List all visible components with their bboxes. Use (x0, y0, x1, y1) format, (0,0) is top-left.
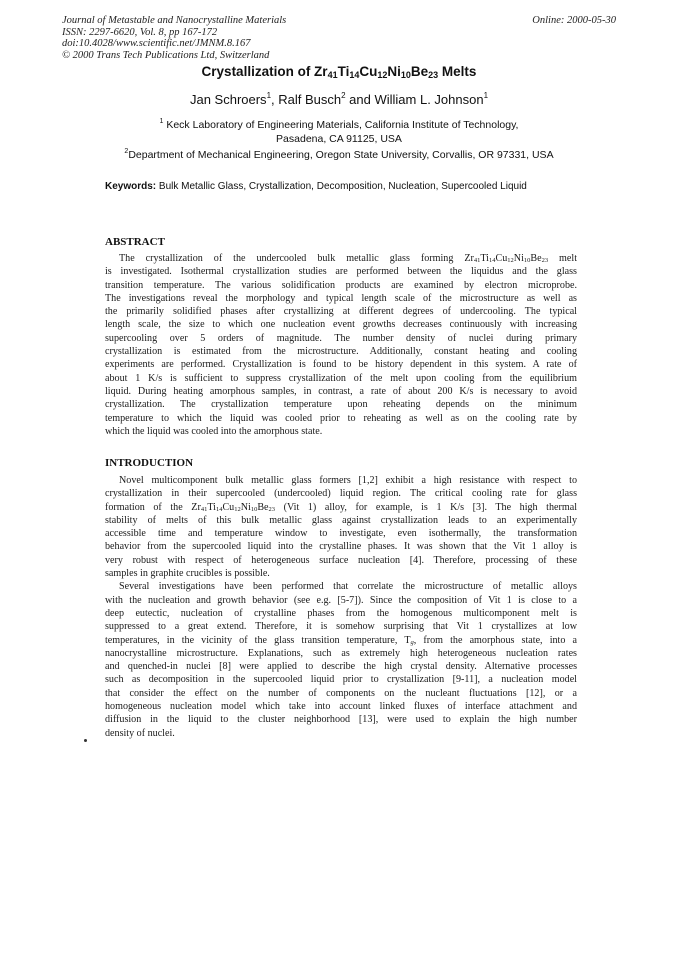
journal-copyright: © 2000 Trans Tech Publications Ltd, Switzerland (62, 49, 270, 61)
author-name: Jan Schroers (189, 92, 267, 107)
journal-doi: doi:10.4028/www.scientific.net/JMNM.8.167 (62, 38, 251, 50)
margin-dot (84, 739, 87, 742)
affiliation-2: $^2$Department of Mechanical Engineering, Oregon State University, Corvallis, OR 97331, USA (124, 148, 554, 161)
keywords (105, 181, 527, 192)
author-name: and William L. Johnson (345, 92, 484, 107)
journal-meta (62, 15, 286, 61)
journal-issn: ISSN: 2297-6620, Vol. 8, pp 167-172 (62, 26, 218, 38)
online-date: Online: 2000-05-30 (532, 15, 616, 26)
keywords-text: Bulk Metallic Glass, Crystallization, Decomposition, Nucleation, Supercooled Liquid (156, 181, 527, 192)
author-list: Jan Schroers$^1$, Ralf Busch$^2$ and William L. Johnson$^1$ (189, 91, 489, 107)
paper-title: Crystallization of $Zr_{41}Ti_{14}Cu_{12}Ni_{10}Be_{23}$ Melts (201, 64, 477, 80)
author-name: , Ralf Busch (271, 92, 342, 107)
abstract-body: The crystallization of the undercooled bulk metallic glass forming $Zr_{41}Ti_{14}Cu_{12}Ni_{10}Be_{23}$ melt is investigated. Isothermal crystallization studies are performed between the liquidus and the glass transition temperature. The various solidification products are examined by electron microprobe. The investigations reveal the morphology and typical length scale of the microstructure as well as the primarily solidified phases after crystallizing at different degrees of undercooling. The typical length scale, the size to which one nucleation event growths decreases continuously with increasing supercooling over 5 orders of magnitude. The number density of nuclei during primary crystallization is estimated from the microstructure. Additionally, constant heating and cooling experiments are performed. Crystallization is found to be history dependent in this system. A rate of about 1 K/s is sufficient to suppress crystallization of the melt upon cooling from the equilibrium liquid. During heating amorphous samples, in contrast, a rate of about 200 K/s is necessary to avoid crystallization. The crystallization temperature upon reheating depends on the minimum temperature to which the liquid was cooled prior to reheating as well as on the cooling rate by which the liquid was cooled into the amorphous state. (105, 253, 577, 437)
affiliation-1: $^1$ Keck Laboratory of Engineering Materials, California Institute of Technology, Pasadena, CA 91125, USA (159, 118, 519, 145)
introduction-body: Novel multicomponent bulk metallic glass formers [1,2] exhibit a high resistance with respect to crystallization in their supercooled (undercooled) liquid region. The critical cooling rate for glass formation of the $Zr_{41}Ti_{14}Cu_{12}Ni_{10}Be_{23}$ (Vit 1) alloy, for example, is 1 K/s [3]. The high thermal stability of melts of this bulk metallic glass against crystallization leads to an experimentally accessible time and temperature window to investigate, even isothermally, the transformation behavior from the supercooled liquid into the crystalline phases. It was shown that the Vit 1 alloy is very robust with respect of heterogeneous surface nucleation [4]. Therefore, processing of these samples in graphite crucibles is possible. Several investigations have been performed that correlate the microstructure of metallic alloys with the nucleation and growth behavior (see e.g. [5-7]). Since the composition of Vit 1 is close to a deep eutectic, nucleation of crystalline phases from the homogenous multicomponent melt is suppressed to a great extend. Therefore, it is somehow surprising that Vit 1 crystallizes at low temperatures, in the vicinity of the glass transition temperature, $T_g$, from the amorphous state, into a nanocrystalline microstructure. Explanations, such as extremely high heterogeneous nucleation rates and quenched-in nuclei [8] were applied to describe the high crystal density. Alternative processes such as decomposition in the supercooled liquid prior to crystallization [9-11], a nucleation model that consider the effect on the number of components on the nucleant fluctuations [12], or a homogeneous nucleation model which take into account linked fluxes of interface attachment and diffusion in the liquid to the cluster neighborhood [13], were used to explain the high number density of nuclei. (105, 475, 577, 739)
introduction-heading: INTRODUCTION (105, 457, 194, 469)
keywords-label: Keywords: (105, 181, 157, 192)
journal-name: Journal of Metastable and Nanocrystalline Materials (62, 15, 287, 26)
abstract-heading: ABSTRACT (105, 236, 165, 248)
